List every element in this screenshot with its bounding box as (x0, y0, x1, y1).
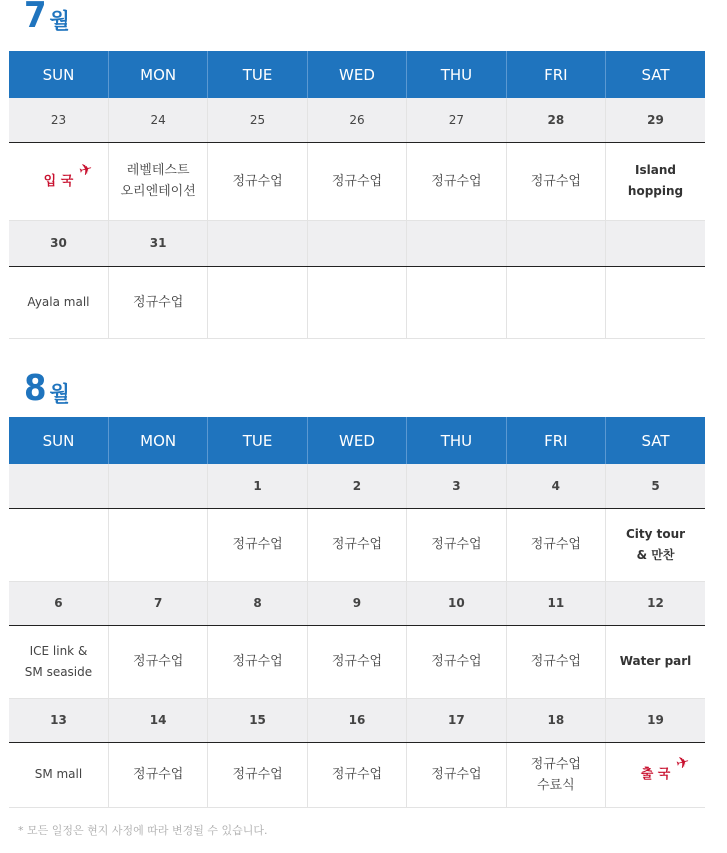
date-cell (108, 464, 207, 508)
event-cell (108, 742, 207, 807)
event-cell (407, 742, 506, 807)
date-cell: 5 (606, 464, 705, 508)
date-cell: 4 (506, 464, 605, 508)
event-cell (407, 625, 506, 698)
event-text: 정규수업 (331, 173, 383, 189)
date-cell: 25 (208, 98, 307, 142)
event-text: City tour & 만찬 (625, 526, 686, 562)
event-cell (606, 508, 705, 581)
event-cell (208, 142, 307, 220)
event-cell (9, 508, 108, 581)
date-cell: 23 (9, 98, 108, 142)
event-text: 정규수업 (331, 654, 383, 669)
event-cell (9, 142, 108, 220)
footer-note: * 모든 일정은 현지 사정에 따라 변경될 수 있습니다. (18, 824, 268, 837)
event-text: 정규수업 (232, 767, 283, 782)
event-text: 정규수업 (232, 537, 283, 552)
event-cell (9, 742, 108, 807)
event-text: 정규수업 (232, 654, 283, 669)
event-cell (108, 625, 207, 698)
header-sun: SUN (9, 417, 108, 464)
date-cell: 1 (208, 464, 307, 508)
event-row (9, 625, 705, 698)
event-text: Island hopping (627, 163, 684, 198)
date-cell: 12 (606, 581, 705, 625)
header-tue: TUE (208, 417, 307, 464)
event-text: 정규수업 (530, 654, 581, 669)
departure-label: 출 국 (640, 767, 671, 782)
date-cell: 27 (407, 98, 506, 142)
date-cell (407, 220, 506, 266)
event-cell (108, 508, 207, 581)
july-title (24, 0, 70, 34)
event-row (9, 266, 705, 338)
event-cell (307, 142, 406, 220)
date-row (9, 698, 705, 742)
date-cell: 29 (606, 98, 705, 142)
header-sat: SAT (606, 51, 705, 98)
date-cell: 18 (506, 698, 605, 742)
header-thu: THU (407, 417, 506, 464)
event-text: 정규수업 (331, 767, 383, 782)
august-month-number: 8 (24, 368, 46, 409)
event-text: 정규수업 (530, 537, 581, 552)
event-cell (307, 508, 406, 581)
date-cell: 13 (9, 698, 108, 742)
event-text: 정규수업 (431, 654, 482, 669)
header-mon: MON (108, 417, 207, 464)
event-cell (606, 742, 705, 807)
event-cell (506, 142, 605, 220)
airplane-icon: ✈ (674, 751, 692, 774)
date-cell: 6 (9, 581, 108, 625)
date-cell: 24 (108, 98, 207, 142)
event-cell (606, 625, 705, 698)
event-text: 정규수업 (431, 173, 482, 189)
date-cell: 16 (307, 698, 406, 742)
date-cell: 28 (506, 98, 605, 142)
date-cell: 26 (307, 98, 406, 142)
header-fri: FRI (506, 417, 605, 464)
event-text: 정규수업 (431, 767, 482, 782)
airplane-icon: ✈ (77, 158, 95, 180)
event-text: 정규수업 (133, 767, 184, 782)
event-cell (606, 142, 705, 220)
date-cell: 15 (208, 698, 307, 742)
event-cell (307, 742, 406, 807)
weekday-header-row (9, 51, 705, 98)
july-month-unit: 월 (49, 9, 70, 33)
date-cell (307, 220, 406, 266)
event-text: 정규수업 (331, 537, 383, 552)
date-cell: 19 (606, 698, 705, 742)
date-row (9, 220, 705, 266)
july-calendar (9, 51, 705, 339)
header-fri: FRI (506, 51, 605, 98)
event-text: ICE link & SM seaside (24, 643, 93, 679)
event-text: 정규수업 (232, 173, 283, 189)
header-sat: SAT (606, 417, 705, 464)
event-row (9, 742, 705, 807)
date-cell: 17 (407, 698, 506, 742)
event-cell (208, 625, 307, 698)
event-cell (506, 625, 605, 698)
event-cell (9, 625, 108, 698)
event-cell (307, 266, 406, 338)
date-cell: 2 (307, 464, 406, 508)
date-cell: 9 (307, 581, 406, 625)
event-text: SM mall (34, 767, 83, 781)
event-text: Ayala mall (27, 294, 90, 309)
header-sun: SUN (9, 51, 108, 98)
august-calendar (9, 417, 705, 808)
date-row (9, 98, 705, 142)
date-cell: 10 (407, 581, 506, 625)
event-cell (606, 266, 705, 338)
event-cell (506, 508, 605, 581)
date-cell: 3 (407, 464, 506, 508)
event-cell (407, 508, 506, 581)
event-cell (208, 266, 307, 338)
date-cell (208, 220, 307, 266)
date-cell (9, 464, 108, 508)
event-text: 정규수업 수료식 (530, 756, 581, 793)
event-row (9, 142, 705, 220)
event-cell (307, 625, 406, 698)
event-text: 레벨테스트 오리엔테이션 (120, 163, 196, 199)
august-month-unit: 월 (49, 382, 70, 406)
event-cell (208, 508, 307, 581)
event-text: 정규수업 (431, 537, 482, 552)
event-cell (208, 742, 307, 807)
date-cell: 8 (208, 581, 307, 625)
date-row (9, 581, 705, 625)
header-wed: WED (307, 417, 406, 464)
header-wed: WED (307, 51, 406, 98)
header-thu: THU (407, 51, 506, 98)
event-cell (506, 266, 605, 338)
event-cell (108, 142, 207, 220)
august-title (24, 367, 70, 407)
header-tue: TUE (208, 51, 307, 98)
date-cell: 30 (9, 220, 108, 266)
july-month-number: 7 (24, 0, 46, 36)
weekday-header-row (9, 417, 705, 464)
event-row (9, 508, 705, 581)
event-cell (9, 266, 108, 338)
event-text: 정규수업 (133, 654, 184, 669)
event-cell (108, 266, 207, 338)
date-cell: 31 (108, 220, 207, 266)
event-cell (407, 266, 506, 338)
date-cell: 14 (108, 698, 207, 742)
header-mon: MON (108, 51, 207, 98)
date-cell (606, 220, 705, 266)
arrival-label: 입 국 (43, 173, 74, 189)
event-text: 정규수업 (133, 294, 184, 310)
date-cell: 7 (108, 581, 207, 625)
event-text: 정규수업 (530, 173, 581, 189)
event-cell (407, 142, 506, 220)
date-cell (506, 220, 605, 266)
event-text: Water parl (619, 654, 692, 668)
date-cell: 11 (506, 581, 605, 625)
date-row (9, 464, 705, 508)
event-cell (506, 742, 605, 807)
